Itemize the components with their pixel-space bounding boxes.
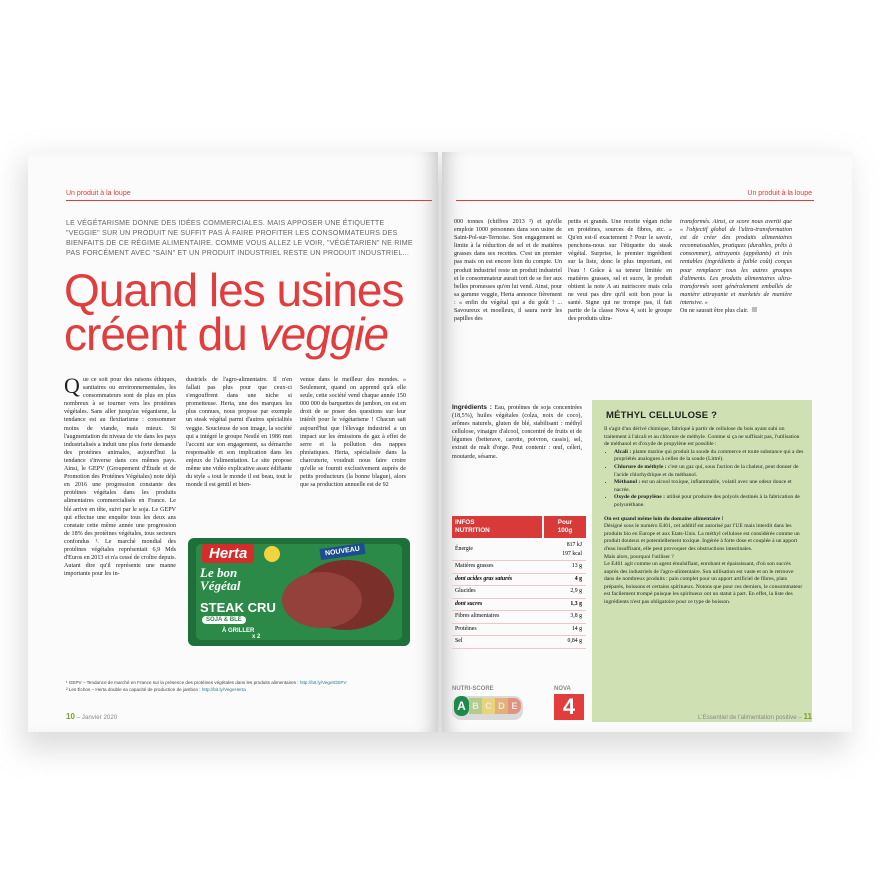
box-bullet	[614, 464, 804, 479]
right-column-3	[680, 218, 792, 315]
ingredients-text: Eau, protéines de soja concentrées (18,5%), huiles végétales (colza, noix de coco), arômes naturels, gluten de blé, stabilisant : méthyl cellulose, vinaigre d'alcool, concentré de fruits et de légumes (betterave, carotte, poivron, cassis), sel, extrait de malt d'orge. Peut contenir : œuf, céleri, moutarde, sésame.	[452, 405, 582, 460]
box-paragraph-3: Le E461 agit comme un agent émulsifiant, enrobant et épaississant, d'où son succès auprès des industriels de l'agro-alimentaire. Son utilisation est vaste et on le retrouve dans de nombreux produits : pain complet pour un apport artificiel de fibres, plats préparés, boissons et certains spiritueux. Notons que pour ces derniers, le consommateur est facilement trompé puisque les spiritueux ont un statut à part. En effet, la liste des ingrédients n'est pas obligatoire pour ce type de boisson.	[604, 561, 803, 606]
header-rule-left	[66, 200, 432, 201]
footnote-2-link[interactable]: http://bit.ly/VegeHerta	[201, 686, 246, 692]
footnote-1-text: ¹ GEPV – Tendance de marché en France sur la présence des protéines végétales dans les produits alimentaires :	[66, 680, 299, 685]
nutrient-value: 14 g	[571, 625, 582, 632]
product-name-line-1: Le bon	[200, 565, 238, 580]
right-column-1	[454, 218, 562, 323]
left-column-3	[300, 376, 406, 489]
box-subheading: On est quand même loin du domaine alimentaire !	[604, 515, 724, 522]
closing-sentence: On ne saurait être plus clair.	[680, 308, 749, 315]
nutrient-name: dont acides gras saturés	[455, 575, 513, 582]
ingredients-block	[452, 404, 582, 461]
nutri-score-badge	[452, 696, 523, 720]
nutrition-row	[452, 599, 586, 612]
nutrient-name: Matières grasses	[455, 563, 494, 569]
left-page	[28, 152, 438, 732]
nutri-score-c: C	[482, 698, 495, 714]
nutri-score-d: D	[495, 698, 508, 714]
bullet-text: c'est un gaz qui, sous l'action de la chaleur, peut donner de l'acide chlorhydrique et du méthanol.	[614, 463, 799, 478]
product-name-line-2: Végétal	[200, 578, 241, 593]
nutrition-table	[452, 540, 586, 649]
page-number-right: 11	[803, 712, 812, 721]
folio-left-text: – Janvier 2020	[76, 714, 118, 721]
nutrient-value	[562, 541, 582, 559]
footnote-2-text: ² Les Échos – Herta double sa capacité de production de jambon :	[66, 686, 201, 692]
left-col3-text: venue dans le meilleur des mondes. » Seulement, quand on apprend qu'à elle seule, cette société vend chaque année 150 000 000 de barquettes de jambon, on est en droit de se poser des questions sur leur intérêt pour le végétarisme ! Chacun sait aujourd'hui que l'élevage industriel a un impact sur les émissions de gaz à effet de serre et la pollution des nappes phréatiques. Herta, spécialisée dans la charcuterie, voudrait nous faire croire qu'elle se fournit exclusivement auprès de petits producteurs (la bonne blague), alors que sa production annuelle est de 92	[300, 377, 406, 489]
folio-right	[698, 712, 812, 721]
bullet-term: Oxyde de propylène :	[614, 494, 666, 501]
nutrient-value-kcal: 197 kcal	[562, 551, 582, 557]
box-paragraph-2: Mais alors, pourquoi l'utiliser ?	[604, 553, 674, 560]
nutrition-row	[452, 624, 586, 637]
new-badge: NOUVEAU	[319, 543, 365, 560]
nutrient-name: Glucides	[455, 588, 476, 594]
ingredients-label: Ingrédients :	[452, 404, 492, 411]
product-sub: SOJA & BLÉ	[202, 616, 246, 624]
product-count: x 2	[252, 634, 261, 640]
methyl-cellulose-box	[592, 400, 812, 722]
vegan-logo-icon	[264, 546, 280, 562]
box-bullet	[614, 449, 804, 464]
nova-label: NOVA	[554, 686, 571, 692]
right-page	[442, 152, 852, 732]
right-col1-text: 000 tonnes (chiffres 2013 ²) et qu'elle emploie 1000 personnes dans son usine de Saint-Pol-sur-Ternoise. Son engagement se limite à la réduction de sel et de matières grasses dans ses recettes. C'est un premier pas mais on est encore loin du compte. Un produit industriel reste un produit industriel et le consommateur aurait tort de se fier aux belles promesses qu'on lui vend. Ainsi, pour sa gamme veggie, Herta annonce fièrement : « enfin du végétal qui a du goût ! ... Savoureux et moelleux, il saura ravir les papilles des	[454, 219, 562, 323]
nova-badge: 4	[554, 694, 584, 720]
title-italic: veggie	[258, 308, 389, 360]
footnote-2	[66, 687, 426, 694]
nutrient-name: Sel	[455, 638, 463, 644]
nutrient-value: 0,84 g	[567, 638, 582, 644]
product-griller: À GRILLER	[222, 628, 255, 634]
nutri-score-b: B	[469, 698, 482, 714]
nutrient-name: Protéines	[455, 625, 477, 632]
nutri-score-a: A	[454, 696, 469, 716]
nutrition-header	[452, 516, 586, 538]
header-rule-right	[456, 200, 814, 201]
left-column-2	[186, 376, 292, 489]
running-head-left: Un produit à la loupe	[66, 190, 131, 197]
nutrition-row	[452, 611, 586, 624]
product-name	[200, 566, 240, 592]
box-paragraph-1: Désigné sous le numéro E461, cet additif est autorisé par l'UE mais interdit dans les produits bio en Europe et aux Etats-Unis. La méthyl cellulose est considérée comme un produit douteux et potentiellement toxique. Ingérée à forte dose et couplée à un apport d'eau insuffisant, elle peut provoquer des obstructions intestinales.	[604, 523, 800, 552]
nutrient-value: 4 g	[574, 575, 582, 582]
nutrient-value-kj: 817 kJ	[566, 542, 582, 548]
footnote-1-link[interactable]: http://bit.ly/VegetGEPV	[299, 680, 347, 685]
box-bullet	[614, 479, 804, 494]
bullet-term: Méthanol :	[614, 479, 641, 486]
steak-image-2	[282, 572, 362, 628]
nutrient-value: 1,3 g	[570, 600, 582, 607]
nutrition-header-100g: 100g	[557, 527, 573, 534]
box-bullet	[614, 494, 804, 509]
nutri-score-e: E	[508, 698, 521, 714]
nutrition-row	[452, 636, 586, 649]
bullet-term: Chlorure de méthyle :	[614, 463, 667, 470]
footnotes	[66, 680, 426, 693]
end-mark-icon	[752, 307, 757, 312]
nutrition-row	[452, 540, 586, 561]
right-col3-text: transformés. Ainsi, ce score nous avertit que « l'objectif global de l'ultra-transformation est de créer des produits alimentaires reconnaissables, pratiques (durables, prêts à consommer), attrayants (appétants) et très rentables (ingrédients à faible coût) conçus pour remplacer tous les autres groupes d'aliments. Les produits alimentaires ultra-transformés sont généralement emballés de manière attrayante et marketés de manière intensive. »	[680, 219, 792, 306]
folio-right-text: L'Essentiel de l'alimentation positive –	[697, 714, 802, 721]
bullet-text: plante marine qui produit la soude du commerce et toute substance qui a des propriétés analogues à celles de la soude (Littré).	[614, 448, 804, 463]
kicker-text: LE VÉGÉTARISME DONNE DES IDÉES COMMERCIALES. MAIS APPOSER UNE ÉTIQUETTE "VEGGIE" SUR UN PRODUIT NE SUFFIT PAS À FAIRE PROFITER LES CONSOMMATEURS DES BIENFAITS DE CE RÉGIME ALIMENTAIRE. COMME VOUS ALLEZ LE VOIR, "VÉGÉTARIEN" NE RIME PAS FORCÉMENT AVEC "SAIN" ET UN PRODUIT INDUSTRIEL RESTE UN PRODUIT INDUSTRIEL...	[66, 219, 413, 257]
left-column-1	[64, 373, 176, 578]
title-line-2	[64, 308, 424, 360]
left-col1-text: ue ce soit pour des raisons éthiques, sanitaires ou environnementales, les consommateurs sont de plus en plus nombreux à se tourner vers les protéines végétales. Sans aller jusqu'au véganisme, la tendance est au flexitarisme : consommer moins de viande, mais mieux. Si l'augmentation du niveau de vie dans les pays industrialisés a induit une plus forte demande des protéines animales, aujourd'hui la tendance s'inverse dans ces mêmes pays. Ainsi, le GEPV (Groupement d'Étude et de Promotion des Protéines Végétales) note déjà en 2016 une progression constante des protéines végétales dans les produits alimentaires commercialisés en France. Le blé arrive en tête, suivi par le soja. Le GEPV qui effectue une enquête tous les deux ans constate cette même année une progression de 18% des protéines végétales, tous secteurs confondus ¹. Le marché mondial des protéines végétales représentait 6,9 Mds d'Euros en 2013 et n'a cessé de croître depuis. Autant dire qu'il représente une manne importante pour les in-	[64, 377, 176, 578]
nutrition-header-nutrition: NUTRITION	[455, 527, 490, 534]
nutrition-row	[452, 586, 586, 599]
nutrient-value: 2,9 g	[570, 588, 582, 594]
right-column-2	[568, 218, 672, 323]
box-text	[604, 426, 804, 607]
product-brand: Herta	[202, 544, 254, 563]
left-col2-text: dustriels de l'agro-alimentaire. Il n'en fallait pas plus pour que ceux-ci s'engouffrent dans une niche si prometteuse. Herta, une des marques les plus connues, nous propose par exemple un steak végétal parmi d'autres spécialités veggie. Soucieuse de son image, la société qui a intégré le groupe Nestlé en 1986 met l'accent sur son engagement, sa démarche responsable et son implication dans les enjeux de l'alimentation. Le site propose même une vidéo explicative assez édifiante du style « tout le monde il est beau, tout le monde il est gentil et bien-	[186, 377, 292, 489]
box-title: MÉTHYL CELLULOSE ?	[606, 410, 718, 421]
box-intro: Il s'agit d'un dérivé chimique, fabriqué à partir de cellulose du bois ayant subi un traitement à l'alcali et au chlorure de méthyle. Comme si ça ne suffisait pas, l'utilisation de méthanol et d'oxyde de propylène est possible :	[604, 426, 800, 448]
right-col2-text: petits et grands. Une recette végan riche en protéines, sources de fibres, etc. » Qu'en est-il exactement ? Pour le savoir, penchons-nous sur l'étiquette du steak végétal. Surprise, le premier ingrédient sur la liste, donc le plus important, est l'eau ! Grâce à sa teneur limitée en matières grasses, sel et sucre, le produit obtient la note A au nutriscore mais cela ne veut pas dire qu'il soit bon pour la santé. Signe qui ne trompe pas, il fait partie de la classe Nova 4, soit le groupe des produits ultra-	[568, 219, 672, 323]
running-head-right: Un produit à la loupe	[747, 190, 812, 197]
footnote-1	[66, 680, 426, 687]
nutrition-header-right	[544, 516, 586, 538]
nutrient-name: Fibres alimentaires	[455, 613, 500, 619]
article-title	[64, 264, 424, 360]
nutrition-header-infos: INFOS	[455, 519, 475, 526]
nutrient-value: 3,8 g	[570, 613, 582, 619]
nutrition-row	[452, 574, 586, 587]
right-col3-end	[680, 307, 792, 315]
title-plain: créent du	[64, 308, 259, 360]
page-number-left: 10	[66, 712, 75, 721]
nutrient-name: Énergie	[455, 546, 473, 552]
nutrient-name: dont sucres	[455, 600, 483, 607]
product-type: STEAK CRU	[200, 600, 276, 615]
nutrient-value: 13 g	[571, 563, 582, 569]
nutrition-header-pour: Pour	[557, 519, 573, 526]
bullet-term: Alcali :	[614, 448, 632, 455]
nutrition-row	[452, 561, 586, 574]
box-bullets	[604, 449, 804, 510]
bullet-text: utilisé pour produire des polyols destinés à la fabrication de polyuréthane.	[614, 494, 800, 508]
title-line-1: Quand les usines	[64, 264, 404, 316]
folio-left	[66, 712, 117, 721]
drop-cap: Q	[64, 373, 80, 398]
nutri-score-label: NUTRI-SCORE	[452, 686, 494, 692]
product-photo	[188, 538, 410, 646]
nutrition-header-left	[452, 516, 542, 538]
bullet-text: est un alcool toxique, inflammable, volatil avec une odeur douce et nacrée.	[614, 479, 792, 493]
